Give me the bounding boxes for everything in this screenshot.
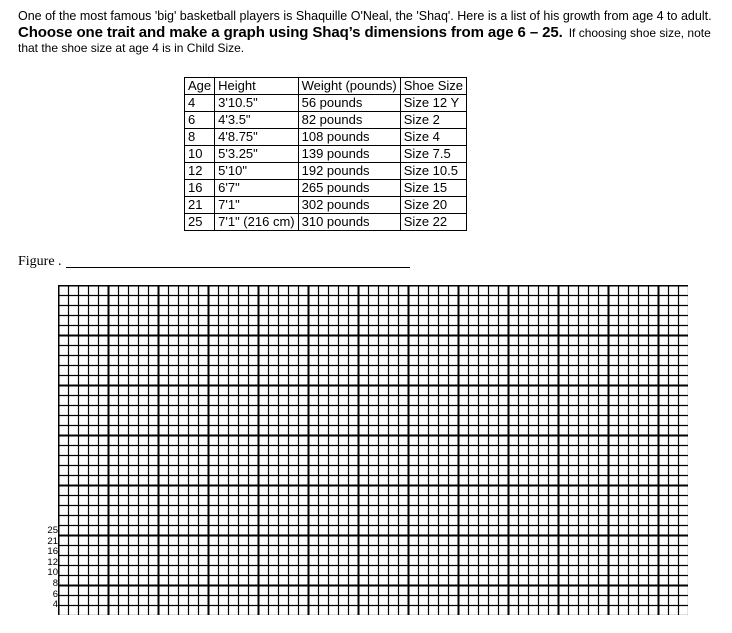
cell-height: 7'1" (216 cm) [215,214,298,231]
header-weight: Weight (pounds) [298,78,400,95]
table-row [185,163,467,180]
y-tick-label: 25 [47,525,58,536]
y-tick-label: 10 [47,567,58,579]
cell-age: 8 [185,129,215,146]
cell-shoe-size: Size 2 [400,112,466,129]
cell-age: 21 [185,197,215,214]
cell-age: 4 [185,95,215,112]
cell-shoe-size: Size 20 [400,197,466,214]
cell-height: 5'3.25" [215,146,298,163]
graph-grid[interactable] [58,285,688,615]
y-tick-label: 16 [47,546,58,558]
cell-shoe-size: Size 15 [400,180,466,197]
table-row [185,146,467,163]
cell-age: 12 [185,163,215,180]
graph-paper[interactable] [58,285,688,615]
intro-sentence: One of the most famous 'big' basketball players is Shaquille O'Neal, the 'Shaq'. Here is a list of his growth from age 4 to adult. [18,9,712,23]
cell-age: 25 [185,214,215,231]
cell-shoe-size: Size 10.5 [400,163,466,180]
cell-height: 4'3.5" [215,112,298,129]
y-tick-label: 12 [47,556,58,568]
table-header-row [185,78,467,95]
cell-age: 16 [185,180,215,197]
shoe-size-note-continued: that the shoe size at age 4 is in Child Size. [18,41,245,55]
cell-weight: 302 pounds [298,197,400,214]
table-row [185,112,467,129]
cell-weight: 310 pounds [298,214,400,231]
cell-weight: 82 pounds [298,112,400,129]
y-tick-label: 8 [52,578,58,589]
growth-table [184,77,467,231]
cell-shoe-size: Size 22 [400,214,466,231]
cell-weight: 139 pounds [298,146,400,163]
table-row [185,214,467,231]
cell-weight: 265 pounds [298,180,400,197]
cell-height: 4'8.75" [215,129,298,146]
figure-caption-label: Figure . [18,254,62,269]
cell-weight: 56 pounds [298,95,400,112]
cell-shoe-size: Size 7.5 [400,146,466,163]
task-instruction: Choose one trait and make a graph using Shaq’s dimensions from age 6 – 25. [18,24,563,41]
header-age: Age [185,78,215,95]
cell-age: 6 [185,112,215,129]
cell-height: 5'10" [215,163,298,180]
cell-shoe-size: Size 4 [400,129,466,146]
table-row [185,95,467,112]
cell-height: 6'7" [215,180,298,197]
y-tick-label: 4 [52,599,58,611]
header-shoe-size: Shoe Size [400,78,466,95]
cell-shoe-size: Size 12 Y [400,95,466,112]
cell-weight: 108 pounds [298,129,400,146]
cell-height: 7'1" [215,197,298,214]
table-row [185,129,467,146]
cell-height: 3'10.5" [215,95,298,112]
table-row [185,180,467,197]
instruction-line [18,25,718,41]
cell-weight: 192 pounds [298,163,400,180]
y-tick-label: 21 [47,535,58,547]
intro-text [18,9,718,56]
table-row [185,197,467,214]
cell-age: 10 [185,146,215,163]
shoe-size-note: If choosing shoe size, note [568,26,711,40]
header-height: Height [215,78,298,95]
y-tick-label: 6 [52,588,58,600]
figure-caption-blank-line[interactable] [66,267,410,268]
